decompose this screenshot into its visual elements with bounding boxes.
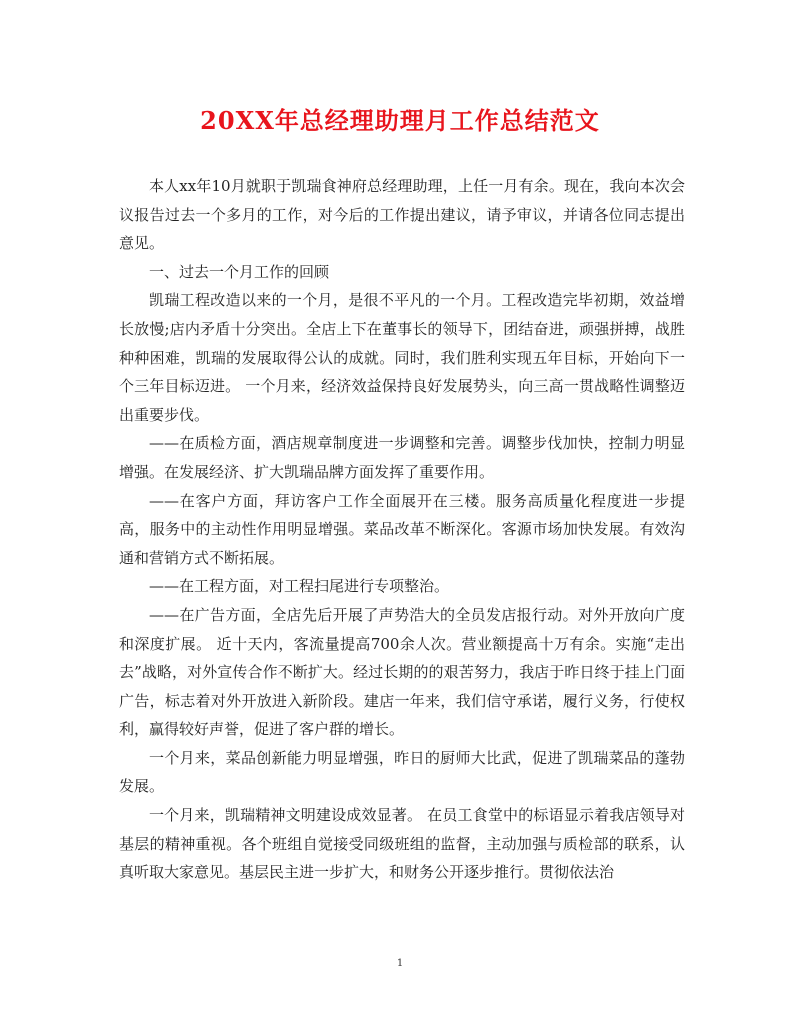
paragraph-culture: 一个月来，凯瑞精神文明建设成效显著。 在员工食堂中的标语显示着我店领导对基层的精神重视。各个班组自觉接受同级班组的监督，主动加强与质检部的联系，认真听取大家意见。基层民主进一步扩大，和财务公开逐步推行。贯彻依法治 [119, 806, 685, 882]
paragraph-dishes: 一个月来，菜品创新能力明显增强，昨日的厨师大比武，促进了凯瑞菜品的蓬勃发展。 [119, 748, 685, 796]
document-title: 20XX年总经理助理月工作总结范文 [200, 106, 600, 135]
document-body [119, 172, 685, 887]
paragraph-engineering: ——在工程方面，对工程扫尾进行专项整治。 [149, 577, 450, 596]
section-heading-review: 一、过去一个月工作的回顾 [149, 262, 330, 281]
paragraph-customers: ——在客户方面，拜访客户工作全面展开在三楼。服务高质量化程度进一步提高，服务中的主动性作用明显增强。菜品改革不断深化。客源市场加快发展。有效沟通和营销方式不断拓展。 [119, 491, 685, 567]
page-number: 1 [396, 958, 404, 969]
paragraph-advertising: ——在广告方面，全店先后开展了声势浩大的全员发店报行动。对外开放向广度和深度扩展。 近十天内，客流量提高700余人次。营业额提高十万有余。实施“走出去”战略，对外宣传合作不断扩大。经过长期的的艰苦努力，我店于昨日终于挂上门面广告，标志着对外开放进入新阶段。建店一年来，我们信守承诺，履行义务，行使权利，赢得较好声誉，促进了客户群的增长。 [119, 605, 685, 739]
paragraph-overview: 凯瑞工程改造以来的一个月，是很不平凡的一个月。工程改造完毕初期，效益增长放慢;店内矛盾十分突出。全店上下在董事长的领导下，团结奋进，顽强拼搏，战胜种种困难，凯瑞的发展取得公认的成就。同时，我们胜利实现五年目标，开始向下一个三年目标迈进。 一个月来，经济效益保持良好发展势头，向三高一贯战略性调整迈出重要步伐。 [119, 291, 685, 424]
paragraph-intro: 本人xx年10月就职于凯瑞食神府总经理助理，上任一月有余。现在，我向本次会议报告过去一个多月的工作，对今后的工作提出建议，请予审议，并请各位同志提出意见。 [119, 177, 685, 253]
paragraph-quality-inspection: ——在质检方面，酒店规章制度进一步调整和完善。调整步伐加快，控制力明显增强。在发展经济、扩大凯瑞品牌方面发挥了重要作用。 [119, 434, 685, 481]
